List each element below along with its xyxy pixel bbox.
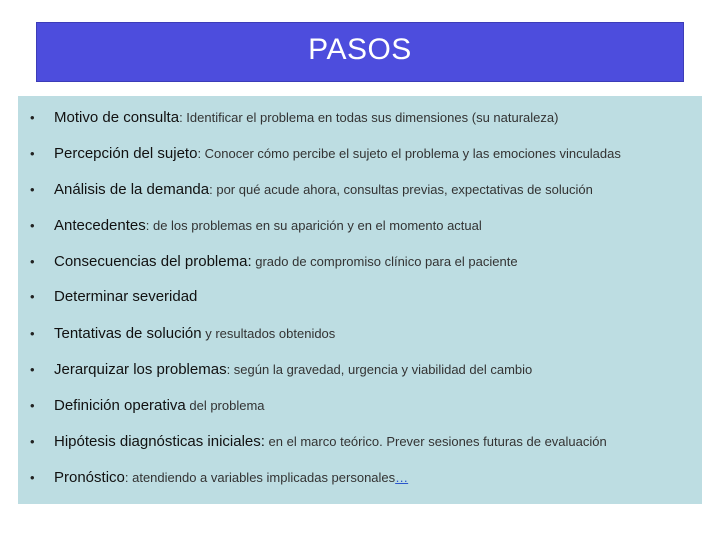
step-description: : Identificar el problema en todas sus dimensiones (su naturaleza) — [179, 109, 559, 125]
step-description: grado de compromiso clínico para el paciente — [251, 253, 518, 269]
bullet: • — [30, 469, 35, 485]
bullet: • — [30, 397, 35, 413]
step-description: : Conocer cómo percibe el sujeto el problema y las emociones vinculadas — [197, 145, 621, 161]
bullet: • — [30, 217, 35, 233]
step-term: Definición operativa — [54, 396, 186, 414]
steps-panel — [18, 96, 702, 504]
title-banner — [36, 22, 684, 82]
step-term: Motivo de consulta — [54, 108, 180, 126]
step-term: Tentativas de solución — [54, 324, 202, 342]
page-title: PASOS — [308, 33, 412, 66]
step-description: y resultados obtenidos — [201, 325, 336, 341]
bullet: • — [30, 109, 35, 125]
step-term: Análisis de la demanda — [54, 180, 210, 198]
bullet: • — [30, 325, 35, 341]
step-term: Antecedentes — [54, 216, 146, 234]
bullet: • — [30, 181, 35, 197]
bullet: • — [30, 361, 35, 377]
step-term: Determinar severidad — [54, 287, 198, 305]
step-description: : atendiendo a variables implicadas personales — [124, 469, 396, 485]
step-term: Hipótesis diagnósticas iniciales: — [54, 432, 265, 450]
step-term: Pronóstico — [54, 468, 125, 486]
step-description: en el marco teórico. Prever sesiones futuras de evaluación — [264, 433, 607, 449]
step-term: Jerarquizar los problemas — [54, 360, 227, 378]
step-description: : según la gravedad, urgencia y viabilidad del cambio — [226, 361, 533, 377]
bullet: • — [30, 253, 35, 269]
bullet: • — [30, 288, 35, 304]
bullet: • — [30, 433, 35, 449]
step-term: Percepción del sujeto — [54, 144, 198, 162]
step-description: : de los problemas en su aparición y en el momento actual — [145, 217, 482, 233]
step-term: Consecuencias del problema: — [54, 252, 252, 270]
step-description: del problema — [185, 397, 265, 413]
step-description: : por qué acude ahora, consultas previas, expectativas de solución — [209, 181, 593, 197]
more-link[interactable]: … — [395, 469, 409, 485]
bullet: • — [30, 145, 35, 161]
